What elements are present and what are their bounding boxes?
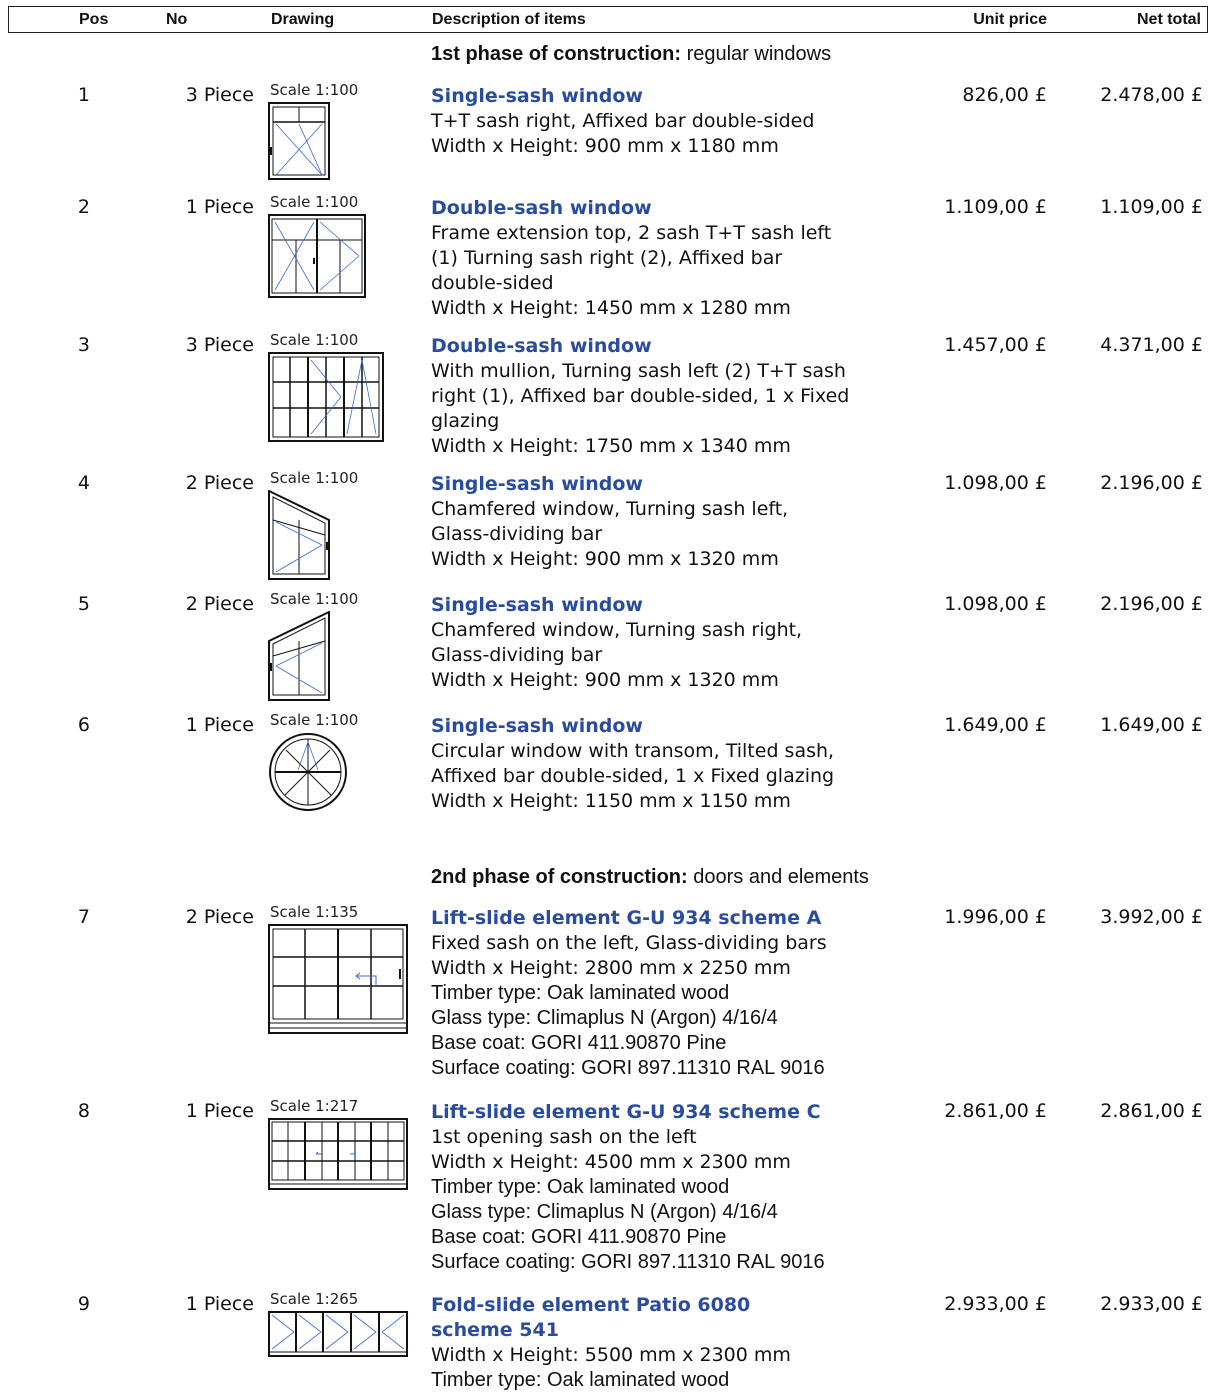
item-pos: 6 [77,714,90,736]
item-unit-price: 1.098,00 £ [944,593,1047,615]
item-title: Single-sash window [431,594,643,616]
item-pos: 8 [77,1100,90,1122]
item-quantity: 1 Piece [185,714,254,736]
item-net-total: 3.992,00 £ [1100,906,1203,928]
item-unit-price: 2.861,00 £ [944,1100,1047,1122]
item-title: Double-sash window [431,335,652,357]
item-quantity: 2 Piece [185,472,254,494]
circular-window-drawing-icon [268,732,348,812]
item-description [431,714,901,814]
item-net-total: 4.371,00 £ [1100,334,1203,356]
item-detail: Glass-dividing bar [431,644,603,666]
lift-slide-drawing-icon [268,924,408,1034]
item-detail: Width x Height: 4500 mm x 2300 mm [431,1151,791,1173]
item-net-total: 2.478,00 £ [1100,84,1203,106]
drawing-scale: Scale 1:100 [270,590,359,608]
item-title: Single-sash window [431,85,643,107]
drawing-scale: Scale 1:100 [270,331,359,349]
item-quantity: 1 Piece [185,1100,254,1122]
item-detail: Width x Height: 1150 mm x 1150 mm [431,790,791,812]
item-net-total: 1.109,00 £ [1100,196,1203,218]
header-drawing: Drawing [271,11,335,28]
item-spec: Glass type: Climaplus N (Argon) 4/16/4 [431,1007,778,1029]
item-description [431,472,901,572]
item-quantity: 2 Piece [185,593,254,615]
item-detail: Frame extension top, 2 sash T+T sash left [431,222,832,244]
table-header [8,6,1208,33]
item-spec: Base coat: GORI 411.90870 Pine [431,1226,727,1248]
item-unit-price: 1.649,00 £ [944,714,1047,736]
item-description [431,593,901,693]
item-quantity: 2 Piece [185,906,254,928]
item-detail: Width x Height: 2800 mm x 2250 mm [431,957,791,979]
item-detail: With mullion, Turning sash left (2) T+T sash [431,360,846,382]
item-detail: double-sided [431,272,554,294]
fold-slide-drawing-icon [268,1311,408,1359]
header-pos: Pos [79,11,109,28]
item-detail: 1st opening sash on the left [431,1126,697,1148]
phase-heading-2 [431,866,869,889]
header-unit-price: Unit price [973,11,1047,28]
item-spec: Glass type: Climaplus N (Argon) 4/16/4 [431,1201,778,1223]
item-pos: 4 [77,472,90,494]
item-detail: Width x Height: 900 mm x 1180 mm [431,135,779,157]
item-description [431,334,901,459]
item-quantity: 3 Piece [185,334,254,356]
item-detail: Glass-dividing bar [431,523,603,545]
item-unit-price: 2.933,00 £ [944,1293,1047,1315]
item-description [431,196,901,321]
header-description: Description of items [432,11,586,28]
item-detail: glazing [431,410,500,432]
drawing-scale: Scale 1:135 [270,903,359,921]
item-detail: Width x Height: 5500 mm x 2300 mm [431,1344,791,1366]
item-detail: T+T sash right, Affixed bar double-sided [431,110,815,132]
phase-heading-1 [431,43,831,66]
item-pos: 2 [77,196,90,218]
drawing-scale: Scale 1:100 [270,711,359,729]
drawing-scale: Scale 1:100 [270,81,359,99]
item-spec: Surface coating: GORI 897.11310 RAL 9016 [431,1251,825,1273]
item-description [431,906,901,1081]
item-detail: right (1), Affixed bar double-sided, 1 x Fixed [431,385,850,407]
item-unit-price: 826,00 £ [962,84,1047,106]
item-net-total: 2.196,00 £ [1100,593,1203,615]
item-quantity: 1 Piece [185,196,254,218]
item-detail: (1) Turning sash right (2), Affixed bar [431,247,783,269]
item-detail: Fixed sash on the left, Glass-dividing bars [431,932,827,954]
item-net-total: 1.649,00 £ [1100,714,1203,736]
lift-slide-drawing-icon [268,1118,408,1190]
item-spec: Timber type: Oak laminated wood [431,982,730,1004]
phase-text: doors and elements [687,866,869,888]
item-unit-price: 1.109,00 £ [944,196,1047,218]
item-quantity: 1 Piece [185,1293,254,1315]
window-drawing-icon [268,611,332,701]
item-title: Single-sash window [431,715,643,737]
item-description [431,1293,901,1393]
item-unit-price: 1.098,00 £ [944,472,1047,494]
item-detail: Width x Height: 900 mm x 1320 mm [431,669,779,691]
drawing-scale: Scale 1:217 [270,1097,359,1115]
window-drawing-icon [268,102,332,180]
item-unit-price: 1.996,00 £ [944,906,1047,928]
drawing-scale: Scale 1:100 [270,469,359,487]
item-pos: 9 [77,1293,90,1315]
item-spec: Timber type: Oak laminated wood [431,1369,730,1391]
window-drawing-icon [268,490,332,580]
item-description [431,1100,901,1275]
item-detail: Width x Height: 1750 mm x 1340 mm [431,435,791,457]
drawing-scale: Scale 1:265 [270,1290,359,1308]
item-detail: Circular window with transom, Tilted sash, [431,740,835,762]
item-spec: Base coat: GORI 411.90870 Pine [431,1032,727,1054]
window-drawing-icon [268,214,366,298]
item-detail: Chamfered window, Turning sash right, [431,619,803,641]
item-title: Lift-slide element G-U 934 scheme A [431,907,822,929]
item-detail: Width x Height: 1450 mm x 1280 mm [431,297,791,319]
item-title: scheme 541 [431,1319,559,1341]
item-net-total: 2.933,00 £ [1100,1293,1203,1315]
item-description [431,84,901,159]
item-pos: 1 [77,84,90,106]
item-spec: Timber type: Oak laminated wood [431,1176,730,1198]
header-no: No [166,11,188,28]
item-title: Double-sash window [431,197,652,219]
item-detail: Chamfered window, Turning sash left, [431,498,789,520]
item-quantity: 3 Piece [185,84,254,106]
item-title: Single-sash window [431,473,643,495]
window-drawing-icon [268,352,384,442]
header-net-total: Net total [1137,11,1201,28]
item-unit-price: 1.457,00 £ [944,334,1047,356]
item-net-total: 2.861,00 £ [1100,1100,1203,1122]
item-title: Fold-slide element Patio 6080 [431,1294,751,1316]
drawing-scale: Scale 1:100 [270,193,359,211]
item-pos: 7 [77,906,90,928]
item-net-total: 2.196,00 £ [1100,472,1203,494]
phase-text: regular windows [681,43,832,65]
item-spec: Surface coating: GORI 897.11310 RAL 9016 [431,1057,825,1079]
item-pos: 3 [77,334,90,356]
item-title: Lift-slide element G-U 934 scheme C [431,1101,821,1123]
item-pos: 5 [77,593,90,615]
phase-label: 1st phase of construction: [431,43,682,65]
item-detail: Width x Height: 900 mm x 1320 mm [431,548,779,570]
phase-label: 2nd phase of construction: [431,866,688,888]
item-detail: Affixed bar double-sided, 1 x Fixed glazing [431,765,835,787]
